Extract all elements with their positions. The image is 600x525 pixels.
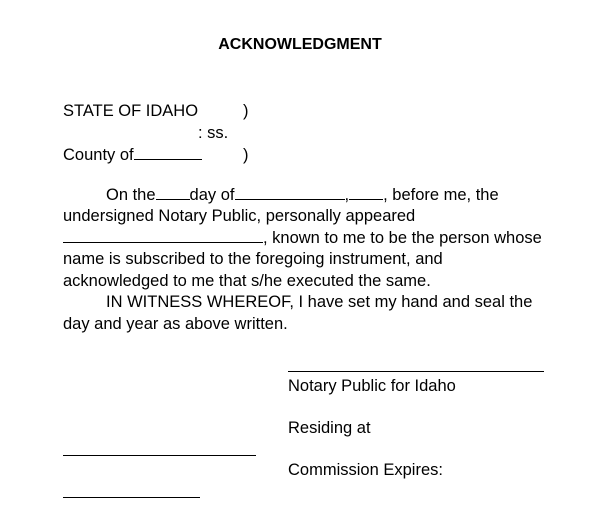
state-label: STATE OF IDAHO bbox=[63, 102, 199, 120]
commission-label: Commission Expires: bbox=[288, 461, 443, 479]
body-line-6 bbox=[63, 292, 553, 314]
body-line-4: name is subscribed to the foregoing instrument, and bbox=[63, 250, 443, 268]
residing-line[interactable] bbox=[63, 455, 256, 456]
county-label: County of bbox=[63, 146, 134, 164]
day-blank[interactable] bbox=[156, 185, 190, 200]
document-title: ACKNOWLEDGMENT bbox=[218, 36, 382, 53]
ss-label: : ss. bbox=[198, 124, 229, 142]
body-line-7: day and year as above written. bbox=[63, 315, 288, 333]
known-to-me-label: , known to me to be the person whose bbox=[263, 229, 542, 247]
on-the-label: On the bbox=[106, 186, 156, 204]
notary-label: Notary Public for Idaho bbox=[288, 377, 456, 395]
comma-label: , bbox=[344, 186, 350, 204]
person-name-blank[interactable] bbox=[63, 228, 263, 243]
before-me-label: , before me, the bbox=[383, 186, 499, 204]
day-of-label: day of bbox=[189, 186, 235, 204]
venue-paren-1: ) bbox=[243, 102, 249, 120]
witness-label: IN WITNESS WHEREOF, I have set my hand and seal the bbox=[106, 293, 533, 311]
commission-line[interactable] bbox=[63, 497, 200, 498]
residing-label: Residing at bbox=[288, 419, 371, 437]
body-line-5: acknowledged to me that s/he executed the same. bbox=[63, 272, 431, 290]
body-line-2: undersigned Notary Public, personally appeared bbox=[63, 207, 416, 225]
month-blank[interactable] bbox=[235, 185, 345, 200]
venue-paren-2: ) bbox=[243, 146, 249, 164]
body-line-3 bbox=[63, 228, 553, 250]
body-line-1 bbox=[63, 185, 553, 207]
county-line bbox=[63, 144, 202, 166]
county-blank[interactable] bbox=[134, 145, 202, 160]
notary-signature-line[interactable] bbox=[288, 371, 544, 372]
year-blank[interactable] bbox=[349, 185, 383, 200]
